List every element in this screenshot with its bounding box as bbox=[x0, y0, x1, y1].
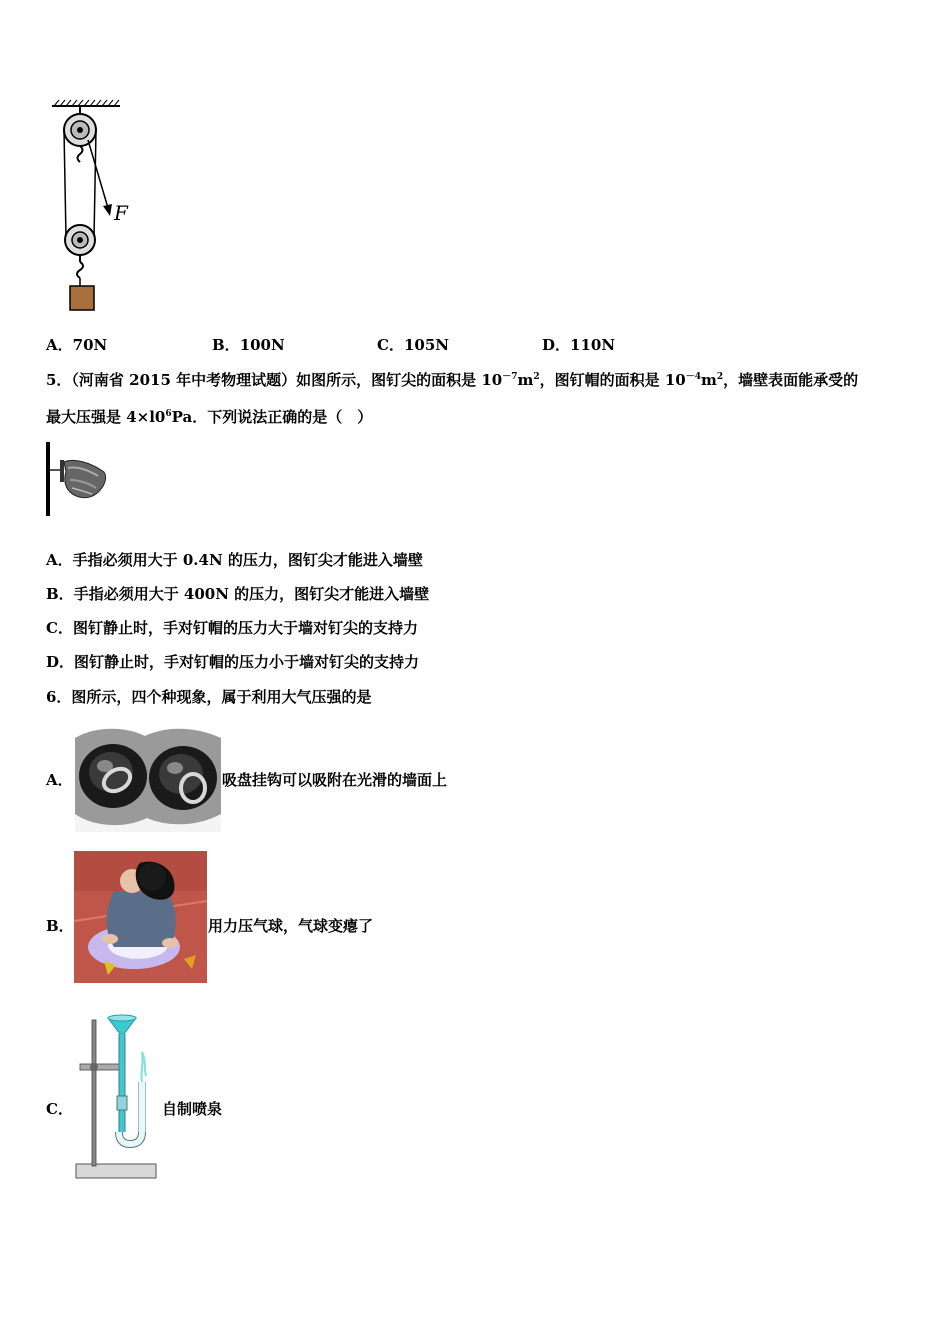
q5-stem-line2: 最大压强是 $4\times l0^6Pa$．下列说法正确的是（ ） bbox=[46, 408, 373, 426]
q6-option-b-letter: B． bbox=[46, 917, 74, 935]
q5-option-b: B．手指必须用大于 400N 的压力，图钉尖才能进入墙壁 bbox=[46, 585, 430, 603]
q5-option-d: D．图钉静止时，手对钉帽的压力小于墙对钉尖的支持力 bbox=[46, 653, 420, 671]
q6-option-c-text: 自制喷泉 bbox=[162, 1100, 223, 1118]
q5-option-a: A．手指必须用大于 0.4N 的压力，图钉尖才能进入墙壁 bbox=[46, 551, 423, 569]
q4-option-b: B．100N bbox=[212, 336, 285, 354]
q5-option-c: C．图钉静止时，手对钉帽的压力大于墙对钉尖的支持力 bbox=[46, 619, 418, 637]
balloon-photo bbox=[74, 851, 207, 983]
q5-stem-line1: 5．（河南省 2015 年中考物理试题）如图所示，图钉尖的面积是 $10^{-7}m^2$，图钉帽的面积是 $10^{-4}m^2$，墙壁表面能承受的 bbox=[46, 371, 859, 389]
force-label: F bbox=[114, 201, 128, 225]
q6-option-a-letter: A． bbox=[46, 771, 73, 789]
q4-option-a: A．70N bbox=[46, 336, 108, 354]
fountain-apparatus-figure bbox=[74, 1012, 160, 1182]
thumbtack-figure bbox=[44, 440, 110, 520]
suction-cup-image bbox=[75, 718, 221, 832]
q6-option-a-text: 吸盘挂钩可以吸附在光滑的墙面上 bbox=[222, 771, 448, 789]
q4-option-d: D．110N bbox=[542, 336, 616, 354]
q4-option-c: C．105N bbox=[377, 336, 449, 354]
q6-option-c-letter: C． bbox=[46, 1100, 73, 1118]
q6-stem: 6．图所示，四个种现象，属于利用大气压强的是 bbox=[46, 688, 372, 706]
q6-option-b-text: 用力压气球，气球变瘪了 bbox=[208, 917, 374, 935]
pulley-figure bbox=[44, 98, 144, 316]
